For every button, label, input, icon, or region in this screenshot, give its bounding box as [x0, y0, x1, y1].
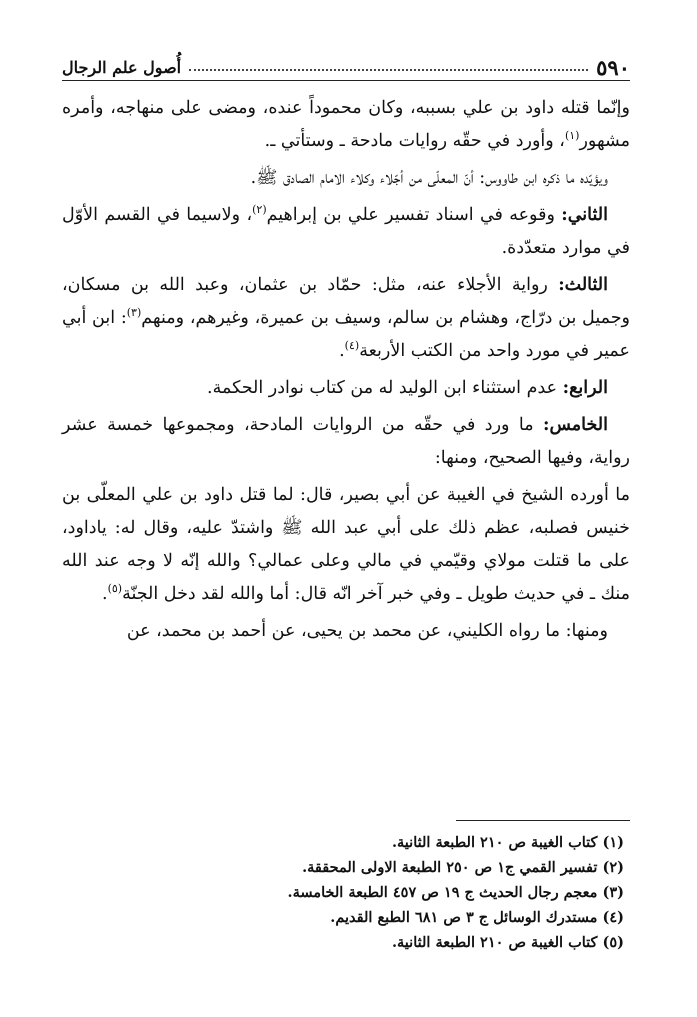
footnote-ref-3: (٣): [126, 306, 142, 320]
footnote-1: (١) كتاب الغيبة ص ٢١٠ الطبعة الثانية.: [391, 834, 624, 851]
book-title: أُصول علم الرجال: [62, 57, 182, 77]
footnotes: [62, 830, 630, 955]
running-header: [62, 54, 630, 81]
footnote-ref-5: (٥): [107, 582, 123, 596]
paragraph-6: الخامس: ما ورد في حقّه من الروايات المادحة، ومجموعها خمسة عشر رواية، وفيها الصحيح، ومنها:: [62, 415, 630, 468]
footnote-ref-2: (٢): [252, 203, 267, 217]
point-label-fifth: الخامس:: [543, 415, 608, 435]
footnote-3: (٣) معجم رجال الحديث ج ١٩ ص ٤٥٧ الطبعة الخامسة.: [287, 884, 624, 901]
paragraph-1: وإنّما قتله داود بن علي بسببه، وكان محموداً عنده، ومضى على منهاجه، وأمره مشهور$^{(١)}$، وأورد في حقّه روايات مادحة ـ وستأتي ـ.: [62, 98, 630, 151]
footnote-2: (٢) تفسير القمي ج١ ص ٢٥٠ الطبعة الاولى المحققة.: [302, 859, 624, 876]
point-label-fourth: الرابع:: [562, 378, 608, 398]
footnote-ref-1: (١): [564, 129, 580, 143]
paragraph-3: الثاني: وقوعه في اسناد تفسير علي بن إبراهيم$^{(٢)}$، ولاسيما في القسم الأوّل في موارد متعدّدة.: [62, 203, 630, 258]
paragraph-5: الرابع: عدم استثناء ابن الوليد له من كتاب نوادر الحكمة.: [207, 378, 608, 398]
paragraph-4: الثالث: رواية الأجلاء عنه، مثل: حمّاد بن عثمان، وعبد الله بن مسكان، وجميل بن درّاج، وهشام بن سالم، وسيف بن عميرة، وغيرهم، ومنهم$^{(٣)}$: ابن أبي عمير في مورد واحد من الكتب الأربعة$^{(٤)}$.: [62, 275, 630, 361]
paragraph-2: ويؤيّده ما ذكره ابن طاووس: أنّ المعلّى من أجّلاء وكلاء الامام الصادق ﷺ.: [250, 168, 608, 188]
page-number: ٥٩٠: [596, 54, 630, 80]
dotted-leader: [189, 69, 588, 71]
point-label-third: الثالث:: [558, 275, 608, 295]
point-label-second: الثاني:: [561, 205, 608, 225]
paragraph-7: ما أورده الشيخ في الغيبة عن أبي بصير، قال: لما قتل داود بن علي المعلّى بن خنيس فصلبه، عظم ذلك على أبي عبد الله ﷺ واشتدّ عليه، وقال له: ياداود، على ما قتلت مولاي وقيّمي في مالي وعلى عمالي؟ والله إنّه لا وجه عند الله منك ـ في حديث طويل ـ وفي خبر آخر انّه قال: أما والله لقد دخل الجنّة$^{(٥)}$.: [62, 485, 630, 604]
paragraph-8: ومنها: ما رواه الكليني، عن محمد بن يحيى، عن أحمد بن محمد، عن: [126, 621, 608, 641]
footnote-divider: [456, 820, 630, 821]
footnote-4: (٤) مستدرك الوسائل ج ٣ ص ٦٨١ الطبع القديم.: [330, 909, 624, 926]
main-text: [62, 92, 630, 652]
footnote-5: (٥) كتاب الغيبة ص ٢١٠ الطبعة الثانية.: [391, 934, 624, 951]
footnote-ref-4: (٤): [344, 339, 360, 353]
